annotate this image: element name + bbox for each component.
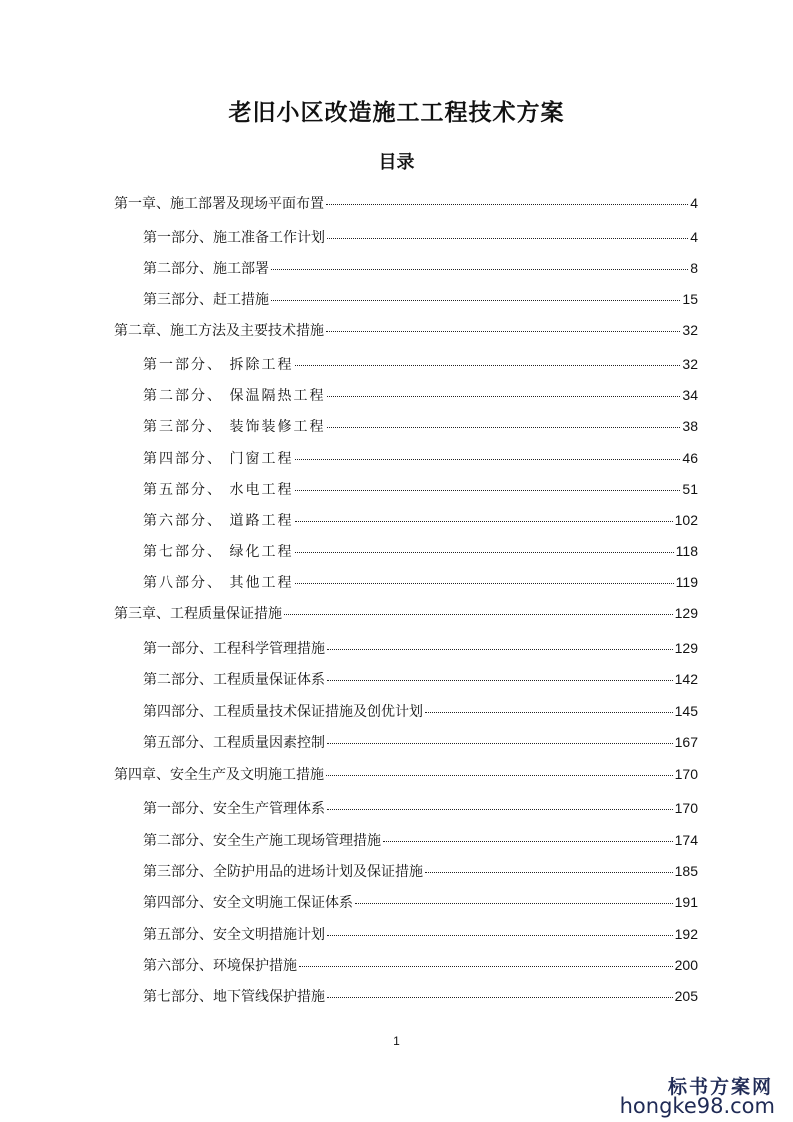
toc-dot-leader: [383, 840, 673, 842]
watermark-url: hongke98.com: [619, 1094, 775, 1118]
toc-dot-leader: [326, 774, 673, 776]
toc-entry-label: 第三章、工程质量保证措施: [114, 606, 282, 622]
toc-dot-leader: [295, 520, 672, 522]
toc-dot-leader: [295, 582, 673, 584]
toc-entry-page: 174: [674, 832, 698, 848]
toc-part-entry[interactable]: [143, 258, 698, 278]
toc-entry-page: 185: [674, 863, 698, 879]
toc-entry-page: 191: [674, 894, 698, 910]
toc-entry-label: 第二部分、 保温隔热工程: [143, 388, 326, 404]
toc-chapter-entry[interactable]: [114, 320, 698, 340]
toc-part-entry[interactable]: [143, 732, 698, 752]
toc-entry-page: 142: [674, 671, 698, 687]
toc-dot-leader: [327, 808, 673, 810]
toc-dot-leader: [327, 996, 673, 998]
toc-part-entry[interactable]: [143, 669, 698, 689]
toc-dot-leader: [295, 364, 680, 366]
toc-chapter-entry[interactable]: [114, 764, 698, 784]
toc-entry-page: 129: [674, 640, 698, 656]
toc-dot-leader: [425, 711, 673, 713]
toc-dot-leader: [295, 458, 680, 460]
page-number: 1: [393, 1034, 400, 1048]
toc-entry-page: 170: [674, 800, 698, 816]
toc-entry-label: 第三部分、赶工措施: [143, 292, 269, 308]
toc-dot-leader: [295, 489, 680, 491]
toc-entry-page: 119: [675, 574, 698, 590]
toc-entry-label: 第五部分、工程质量因素控制: [143, 735, 325, 751]
toc-dot-leader: [299, 965, 673, 967]
toc-part-entry[interactable]: [143, 448, 698, 468]
toc-dot-leader: [327, 237, 688, 239]
toc-dot-leader: [327, 679, 673, 681]
toc-entry-page: 205: [674, 988, 698, 1004]
toc-part-entry[interactable]: [143, 798, 698, 818]
toc-entry-label: 第一部分、工程科学管理措施: [143, 641, 325, 657]
toc-entry-page: 32: [682, 322, 698, 338]
toc-part-entry[interactable]: [143, 479, 698, 499]
toc-dot-leader: [284, 613, 673, 615]
toc-entry-page: 167: [674, 734, 698, 750]
toc-entry-page: 170: [674, 766, 698, 782]
toc-entry-label: 第五部分、 水电工程: [143, 482, 294, 498]
toc-part-entry[interactable]: [143, 227, 698, 247]
toc-dot-leader: [327, 395, 680, 397]
toc-entry-label: 第六部分、环境保护措施: [143, 958, 297, 974]
toc-entry-page: 15: [682, 291, 698, 307]
toc-entry-label: 第二部分、工程质量保证体系: [143, 672, 325, 688]
toc-entry-page: 32: [682, 356, 698, 372]
toc-entry-label: 第一章、施工部署及现场平面布置: [114, 196, 324, 212]
toc-entry-page: 51: [682, 481, 698, 497]
toc-entry-label: 第七部分、地下管线保护措施: [143, 989, 325, 1005]
toc-entry-label: 第三部分、全防护用品的进场计划及保证措施: [143, 864, 423, 880]
toc-heading: 目录: [378, 152, 415, 173]
toc-entry-page: 145: [674, 703, 698, 719]
toc-dot-leader: [295, 551, 673, 553]
toc-part-entry[interactable]: [143, 955, 698, 975]
toc-dot-leader: [327, 742, 673, 744]
toc-dot-leader: [327, 648, 673, 650]
toc-part-entry[interactable]: [143, 354, 698, 374]
toc-entry-page: 38: [682, 418, 698, 434]
toc-entry-label: 第四部分、工程质量技术保证措施及创优计划: [143, 704, 423, 720]
toc-part-entry[interactable]: [143, 572, 698, 592]
toc-dot-leader: [326, 330, 680, 332]
toc-entry-label: 第六部分、 道路工程: [143, 513, 294, 529]
toc-entry-label: 第一部分、施工准备工作计划: [143, 230, 325, 246]
toc-part-entry[interactable]: [143, 510, 698, 530]
toc-entry-page: 102: [674, 512, 698, 528]
toc-entry-label: 第四部分、 门窗工程: [143, 451, 294, 467]
toc-entry-page: 34: [682, 387, 698, 403]
toc-dot-leader: [327, 934, 673, 936]
toc-entry-label: 第四章、安全生产及文明施工措施: [114, 767, 324, 783]
toc-dot-leader: [326, 203, 688, 205]
toc-entry-page: 4: [690, 229, 698, 245]
toc-part-entry[interactable]: [143, 701, 698, 721]
toc-part-entry[interactable]: [143, 385, 698, 405]
toc-part-entry[interactable]: [143, 638, 698, 658]
toc-entry-label: 第八部分、 其他工程: [143, 575, 294, 591]
toc-part-entry[interactable]: [143, 986, 698, 1006]
watermark-site-name: 标书方案网: [667, 1076, 773, 1098]
toc-chapter-entry[interactable]: [114, 603, 698, 623]
document-title: 老旧小区改造施工工程技术方案: [228, 100, 565, 126]
toc-entry-label: 第一部分、安全生产管理体系: [143, 801, 325, 817]
toc-entry-label: 第七部分、 绿化工程: [143, 544, 294, 560]
toc-dot-leader: [271, 299, 680, 301]
toc-part-entry[interactable]: [143, 861, 698, 881]
toc-chapter-entry[interactable]: [114, 193, 698, 213]
toc-dot-leader: [271, 268, 688, 270]
toc-entry-label: 第四部分、安全文明施工保证体系: [143, 895, 353, 911]
toc-entry-page: 4: [690, 195, 698, 211]
toc-entry-page: 200: [674, 957, 698, 973]
toc-part-entry[interactable]: [143, 289, 698, 309]
toc-entry-label: 第二部分、安全生产施工现场管理措施: [143, 833, 381, 849]
toc-entry-page: 118: [675, 543, 698, 559]
toc-entry-label: 第三部分、 装饰装修工程: [143, 419, 326, 435]
toc-part-entry[interactable]: [143, 892, 698, 912]
toc-entry-page: 8: [690, 260, 698, 276]
toc-dot-leader: [425, 871, 673, 873]
toc-dot-leader: [327, 426, 680, 428]
toc-part-entry[interactable]: [143, 541, 698, 561]
toc-part-entry[interactable]: [143, 416, 698, 436]
toc-entry-label: 第二章、施工方法及主要技术措施: [114, 323, 324, 339]
toc-entry-page: 129: [674, 605, 698, 621]
toc-dot-leader: [355, 902, 673, 904]
toc-entry-label: 第二部分、施工部署: [143, 261, 269, 277]
toc-part-entry[interactable]: [143, 830, 698, 850]
toc-entry-page: 192: [674, 926, 698, 942]
toc-entry-label: 第一部分、 拆除工程: [143, 357, 294, 373]
toc-entry-label: 第五部分、安全文明措施计划: [143, 927, 325, 943]
toc-entry-page: 46: [682, 450, 698, 466]
toc-part-entry[interactable]: [143, 924, 698, 944]
